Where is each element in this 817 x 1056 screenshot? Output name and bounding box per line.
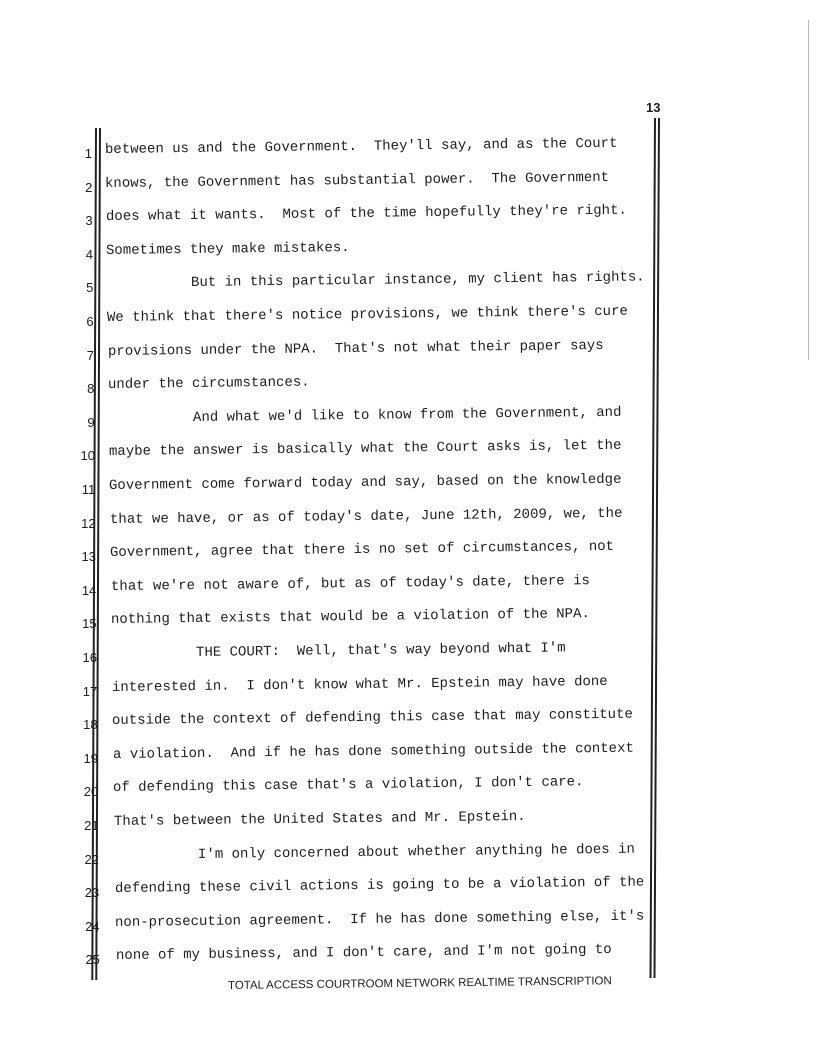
line-number: 18 bbox=[83, 717, 98, 733]
transcript-line: I'm only concerned about whether anything he does in bbox=[114, 841, 636, 864]
line-number: 11 bbox=[81, 482, 96, 497]
transcript-line: between us and the Government. They'll say, and as the Court bbox=[104, 135, 618, 158]
transcript-line: of defending this case that's a violation, I don't care. bbox=[113, 774, 584, 797]
line-number: 25 bbox=[85, 952, 100, 968]
line-number: 24 bbox=[85, 918, 100, 934]
line-number: 20 bbox=[83, 784, 99, 800]
line-number: 21 bbox=[84, 818, 99, 833]
transcript-line: defending these civil actions is going to be a violation of the bbox=[114, 874, 645, 898]
transcript-line: that we have, or as of today's date, June 12th, 2009, we, the bbox=[109, 505, 623, 528]
transcript-line: does what it wants. Most of the time hopefully they're right. bbox=[105, 202, 627, 226]
line-number: 19 bbox=[83, 750, 98, 766]
line-number: 5 bbox=[86, 280, 94, 296]
transcript-line: a violation. And if he has done something outside the context bbox=[112, 740, 634, 763]
transcript-line: none of my business, and I don't care, and I'm not going to bbox=[115, 942, 612, 965]
scan-edge-line bbox=[808, 20, 809, 360]
line-number: 8 bbox=[87, 381, 95, 397]
transcript-line: Government, agree that there is no set of circumstances, not bbox=[110, 539, 615, 562]
transcript-line: That's between the United States and Mr. Epstein. bbox=[113, 808, 526, 830]
page-number: 13 bbox=[646, 100, 661, 115]
line-number: 12 bbox=[81, 515, 96, 531]
transcript-line: THE COURT: Well, that's way beyond what I'm bbox=[111, 640, 566, 662]
line-number: 16 bbox=[82, 650, 97, 665]
line-number: 1 bbox=[84, 146, 92, 161]
line-number: 6 bbox=[86, 314, 94, 329]
transcript-line: Government come forward today and say, based on the knowledge bbox=[109, 471, 622, 494]
line-number: 10 bbox=[80, 448, 95, 464]
line-number: 13 bbox=[81, 549, 96, 565]
line-number: 22 bbox=[84, 851, 99, 867]
transcript-footer: TOTAL ACCESS COURTROOM NETWORK REALTIME TRANSCRIPTION bbox=[227, 975, 612, 992]
transcript-line: We think that there's notice provisions, we think there's cure bbox=[107, 303, 629, 326]
transcript-line: under the circumstances. bbox=[107, 374, 310, 394]
transcript-line: interested in. I don't know what Mr. Epstein may have done bbox=[111, 673, 608, 696]
transcript-line: non-prosecution agreement. If he has done something else, it's bbox=[115, 908, 645, 931]
line-number: 14 bbox=[81, 582, 97, 598]
transcript-line: knows, the Government has substantial power. The Government bbox=[105, 169, 610, 192]
line-number: 23 bbox=[84, 885, 100, 901]
transcript-line: that we're not aware of, but as of today's date, there is bbox=[110, 572, 590, 595]
line-number: 15 bbox=[82, 616, 97, 632]
line-number: 17 bbox=[82, 683, 98, 699]
line-number: 7 bbox=[86, 347, 94, 363]
line-number: 9 bbox=[87, 414, 95, 430]
transcript-line: And what we'd like to know from the Government, and bbox=[108, 404, 622, 427]
transcript-line: Sometimes they make mistakes. bbox=[106, 239, 351, 259]
transcript-line: But in this particular instance, my client has rights. bbox=[106, 269, 645, 293]
transcript-line: outside the context of defending this case that may constitute bbox=[112, 706, 634, 730]
transcript-line: maybe the answer is basically what the Court asks is, let the bbox=[108, 438, 622, 461]
line-number: 3 bbox=[85, 213, 93, 229]
transcript-line: provisions under the NPA. That's not what their paper says bbox=[107, 337, 604, 360]
transcript-line: nothing that exists that would be a violation of the NPA. bbox=[111, 606, 591, 629]
line-number: 2 bbox=[85, 179, 93, 195]
line-number: 4 bbox=[85, 246, 93, 262]
